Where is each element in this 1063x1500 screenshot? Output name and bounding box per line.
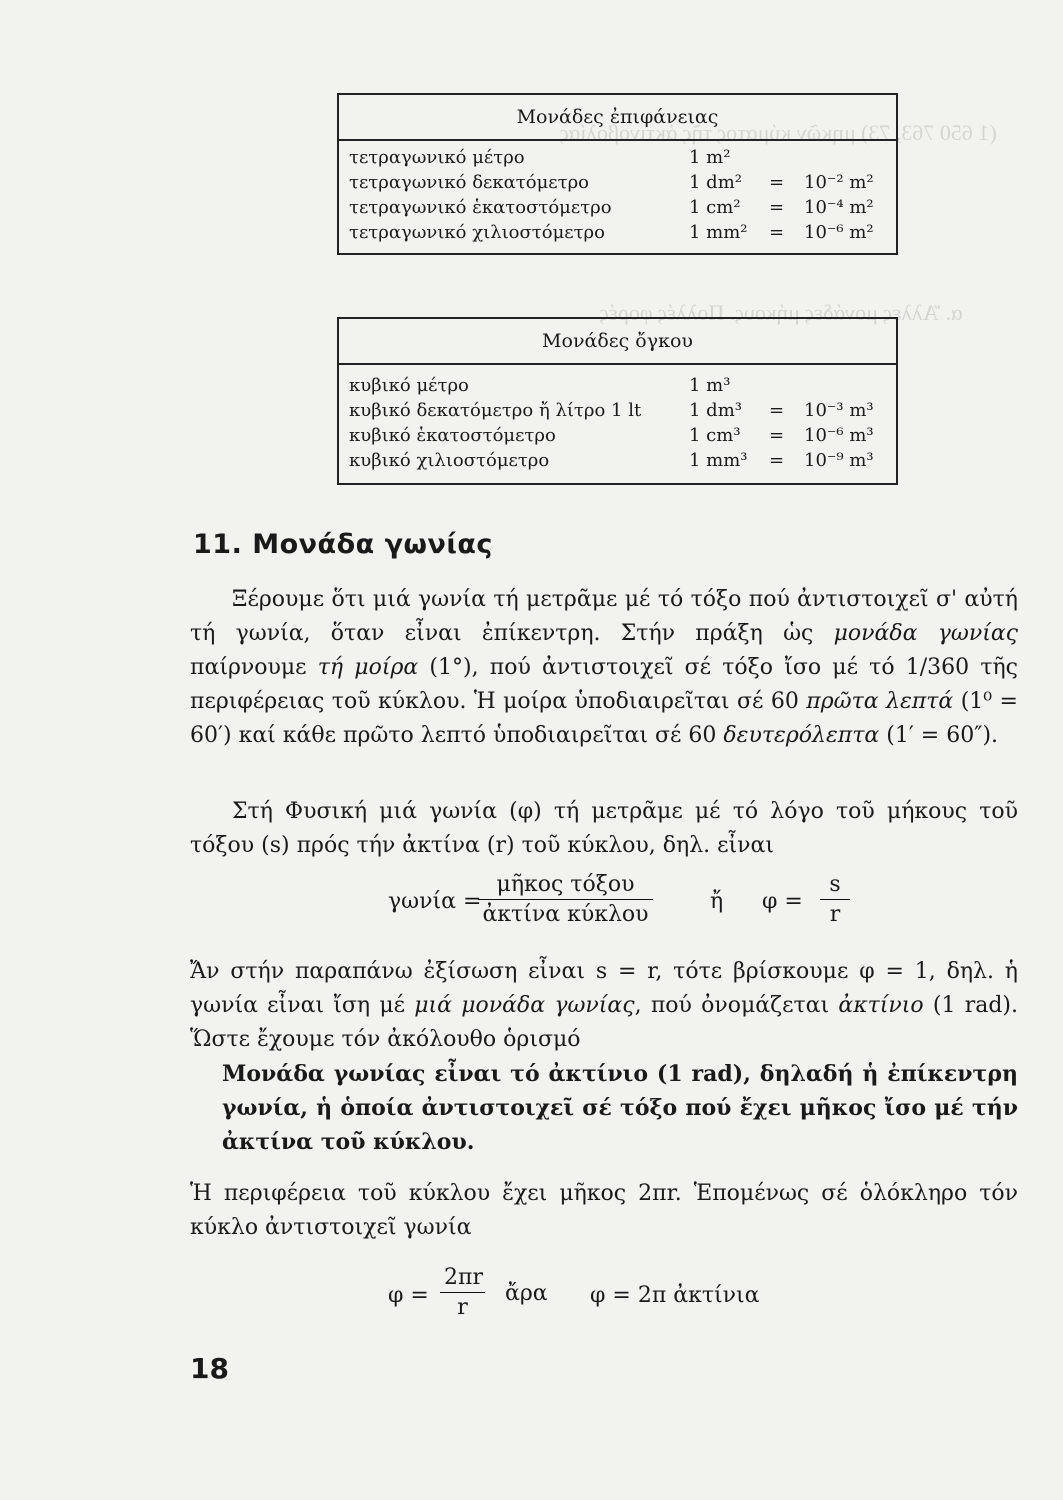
unit-symbol: 1 mm²	[689, 222, 748, 243]
table-row	[339, 400, 896, 425]
unit-symbol: 1 m²	[689, 147, 731, 168]
equals-sign: =	[769, 197, 785, 218]
paragraph-radian: Ἄν στήν παραπάνω ἐξίσωση εἶναι s = r, τότε βρίσκουμε φ = 1, δηλ. ἡ γωνία εἶναι ἴση μέ μιά μονάδα γωνίας, πού ὀνομάζεται ἀκτίνιο (1 rad). Ὥστε ἔχουμε τόν ἀκόλουθο ὁρισμό	[190, 959, 1018, 1052]
table-row	[339, 197, 896, 222]
eq2-result: φ = 2π ἀκτίνια	[590, 1283, 760, 1308]
eq1-or: ἤ	[710, 889, 724, 914]
paragraph-physics-angle: Στή Φυσική μιά γωνία (φ) τή μετρᾶμε μέ τό λόγο τοῦ μήκους τοῦ τόξου (s) πρός τήν ἀκτίνα (r) τοῦ κύκλου, δηλ. εἶναι	[190, 799, 1018, 858]
eq1-fraction-s-r: $\frac{s}{r}$	[820, 872, 850, 927]
unit-power-value: 10⁻⁶ m³	[804, 425, 874, 446]
equals-sign: =	[769, 172, 785, 193]
unit-symbol: 1 dm³	[689, 400, 742, 421]
unit-power-value: 10⁻⁶ m²	[804, 222, 874, 243]
surface-table-title: Μονάδες ἐπιφάνειας	[339, 95, 896, 141]
unit-power-value: 10⁻⁹ m³	[804, 450, 874, 471]
unit-power-value: 10⁻³ m³	[804, 400, 874, 421]
equals-sign: =	[769, 425, 785, 446]
table-row	[339, 172, 896, 197]
page-number: 18	[190, 1352, 229, 1385]
radian-definition: Μονάδα γωνίας εἶναι τό ἀκτίνιο (1 rad), δηλαδή ἡ ἐπίκεντρη γωνία, ἡ ὁποία ἀντιστοιχεῖ σέ τόξο πού ἔχει μῆκος ἴσο μέ τήν ἀκτίνα τοῦ κύκλου.	[222, 1061, 1018, 1155]
unit-power-value: 10⁻² m²	[804, 172, 874, 193]
paragraph-full-circle: Ἡ περιφέρεια τοῦ κύκλου ἔχει μῆκος 2πr. Ἑπομένως σέ ὁλόκληρο τόν κύκλο ἀντιστοιχεῖ γωνία	[190, 1181, 1018, 1240]
equals-sign: =	[769, 450, 785, 471]
unit-name: τετραγωνικό μέτρο	[349, 147, 525, 168]
unit-name: κυβικό ἑκατοστόμετρο	[349, 425, 556, 446]
unit-name: τετραγωνικό δεκατόμετρο	[349, 172, 589, 193]
unit-name: κυβικό χιλιοστόμετρο	[349, 450, 550, 471]
eq1-phi: φ =	[762, 889, 803, 914]
eq1-fraction: μῆκος τόξου ἀκτίνα κύκλου	[478, 872, 653, 927]
equals-sign: =	[769, 400, 785, 421]
unit-symbol: 1 dm²	[689, 172, 742, 193]
volume-table-body	[339, 365, 896, 483]
eq2-phi: φ =	[388, 1283, 429, 1308]
unit-name: τετραγωνικό χιλιοστόμετρο	[349, 222, 605, 243]
table-row	[339, 222, 896, 247]
volume-units-table	[337, 317, 898, 485]
table-row	[339, 425, 896, 450]
unit-name: κυβικό μέτρο	[349, 375, 469, 396]
unit-name: κυβικό δεκατόμετρο ἤ λίτρο 1 lt	[349, 400, 642, 421]
unit-symbol: 1 m³	[689, 375, 731, 396]
unit-symbol: 1 cm²	[689, 197, 741, 218]
table-row	[339, 450, 896, 475]
eq2-ara: ἄρα	[505, 1281, 548, 1306]
surface-units-table	[337, 93, 898, 255]
eq1-label: γωνία =	[388, 889, 482, 914]
volume-table-title: Μονάδες ὄγκου	[339, 319, 896, 365]
unit-symbol: 1 cm³	[689, 425, 741, 446]
surface-table-body	[339, 141, 896, 253]
unit-power-value: 10⁻⁴ m²	[804, 197, 874, 218]
table-row	[339, 147, 896, 172]
unit-symbol: 1 mm³	[689, 450, 748, 471]
table-row	[339, 375, 896, 400]
eq2-fraction: $\frac{2\pi r}{r}$	[440, 1265, 485, 1320]
section-heading: 11. Μονάδα γωνίας	[193, 529, 493, 560]
unit-name: τετραγωνικό ἑκατοστόμετρο	[349, 197, 612, 218]
equals-sign: =	[769, 222, 785, 243]
paragraph-definition-degree: Ξέρουμε ὅτι μιά γωνία τή μετρᾶμε μέ τό τόξο πού ἀντιστοιχεῖ σ' αὐτή τή γωνία, ὅταν εἶναι ἐπίκεντρη. Στήν πράξη ὡς μονάδα γωνίας παίρνουμε τή μοίρα (1°), πού ἀντιστοιχεῖ σέ τόξο ἴσο μέ τό 1/360 τῆς περιφέρειας τοῦ κύκλου. Ἡ μοίρα ὑποδιαιρεῖται σέ 60 πρῶτα λεπτά (1⁰ = 60′) καί κάθε πρῶτο λεπτό ὑποδιαιρεῖται σέ 60 δευτερόλεπτα (1′ = 60″).	[190, 587, 1019, 748]
